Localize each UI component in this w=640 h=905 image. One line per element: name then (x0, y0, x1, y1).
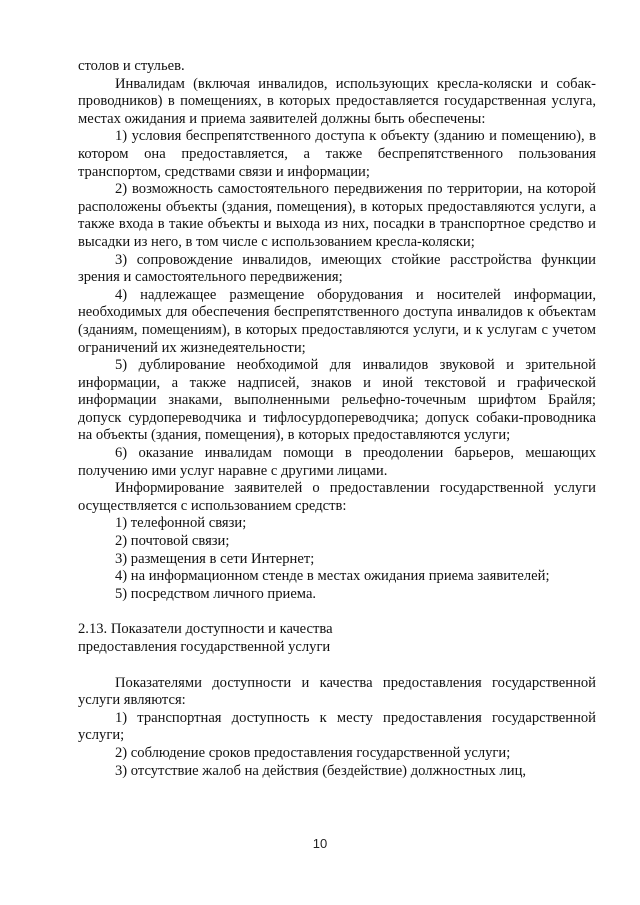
page-number: 10 (312, 836, 328, 851)
paragraph: 2) соблюдение сроков предоставления государственной услуги; (115, 744, 511, 761)
paragraph: Инвалидам (включая инвалидов, использующих кресла-коляски и собак-проводников) в помещениях, в которых предоставляется государственная услуга, местах ожидания и приема заявителей должны быть обеспечены: (78, 75, 596, 127)
paragraph: 1) телефонной связи; (115, 515, 247, 532)
paragraph: 5) посредством личного приема. (115, 585, 317, 602)
paragraph: 3) сопровождение инвалидов, имеющих стойкие расстройства функции зрения и самостоятельного передвижения; (78, 251, 596, 286)
paragraph: 3) размещения в сети Интернет; (115, 550, 315, 567)
paragraph: 4) на информационном стенде в местах ожидания приема заявителей; (115, 568, 550, 585)
paragraph: столов и стульев. (78, 58, 185, 74)
paragraph: 1) транспортная доступность к месту предоставления государственной услуги; (78, 709, 596, 744)
section-heading-line-2: предоставления государственной услуги (78, 639, 331, 655)
body-text-top (78, 58, 596, 603)
paragraph: 2) возможность самостоятельного передвижения по территории, на которой расположены объекты (здания, помещения), в которых предоставляются услуги, а также входа в такие объекты и выхода из них, посадки в транспортное средство и высадки из него, в том числе с использованием кресла-коляски; (78, 181, 596, 250)
spacer (78, 657, 596, 675)
body-text-bottom (78, 675, 596, 781)
paragraph: 5) дублирование необходимой для инвалидов звуковой и зрительной информации, а также надписей, знаков и иной текстовой и графической информации знаками, выполненными рельефно-точечным шрифтом Брайля; допуск сурдопереводчика и тифлосурдопереводчика; допуск собаки-проводника на объекты (здания, помещения), в которых предоставляются услуги; (78, 357, 596, 444)
paragraph: 6) оказание инвалидам помощи в преодолении барьеров, мешающих получению ими услуг наравне с другими лицами. (78, 445, 596, 479)
paragraph: Показателями доступности и качества предоставления государственной услуги являются: (78, 674, 596, 709)
paragraph: 4) надлежащее размещение оборудования и носителей информации, необходимых для обеспечения беспрепятственного доступа инвалидов к объектам (зданиям, помещениям), в которых предоставляются услуги, и к услугам с учетом ограничений их жизнедеятельности; (78, 286, 596, 356)
document-page (78, 58, 596, 780)
paragraph: Информирование заявителей о предоставлении государственной услуги осуществляется с использованием средств: (78, 480, 596, 514)
spacer (78, 603, 596, 621)
paragraph: 2) почтовой связи; (115, 533, 230, 550)
paragraph: 1) условия беспрепятственного доступа к объекту (зданию и помещению), в котором она предоставляется, а также беспрепятственного пользования транспортом, средствами связи и информации; (78, 128, 596, 180)
section-heading-line-1: 2.13. Показатели доступности и качества (78, 621, 333, 638)
paragraph: 3) отсутствие жалоб на действия (бездействие) должностных лиц, (115, 762, 527, 779)
